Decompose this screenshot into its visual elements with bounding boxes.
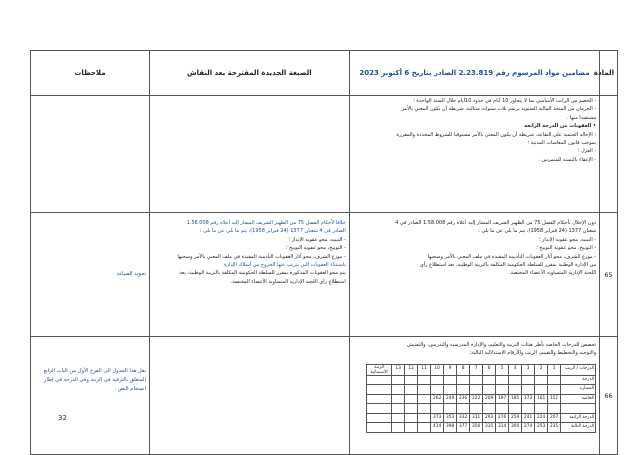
grades-header-cell: 4 (509, 364, 522, 375)
article-number: 66 (600, 337, 618, 455)
content-line: - العزل ؛ (577, 148, 597, 155)
grades-cell: 353 (444, 413, 457, 423)
grades-row-label: الخاصة (561, 394, 596, 404)
grades-cell (509, 375, 522, 385)
grades-cell (509, 404, 522, 414)
article-number (600, 96, 618, 213)
grades-cell (509, 385, 522, 395)
grades-cell (367, 385, 392, 395)
grades-cell (431, 375, 444, 385)
articles-table (30, 50, 618, 455)
content-line: من الإدارة الوطنية بمقرر للسلطة الحكومية المكلفة بالتربية الوطنية، بعد استطلاع رأي (419, 262, 597, 269)
grades-cell (548, 385, 561, 395)
note-cell (31, 96, 150, 213)
grades-header-cell: 2 (535, 364, 548, 375)
new-version-cell (149, 213, 349, 337)
grades-cell: 332 (457, 413, 470, 423)
grades-cell: 209 (483, 394, 496, 404)
grades-cell (418, 423, 431, 433)
grades-cell: 276 (496, 413, 509, 423)
content-line: - الإعفاء بالنسبة للمتمرنين . (538, 156, 597, 163)
table-row (31, 213, 618, 337)
content-line: تخصص للدرجات الخاصة بأطر هيئات التربية والتعليم، والإدارة المدرسية والتدريس، والتفتيش (406, 342, 597, 348)
grades-cell (367, 423, 392, 433)
grades-cell (496, 404, 509, 414)
grades-cell: 293 (483, 413, 496, 423)
header-content: مضامين مواد المرسوم رقم 2.23.819 الصادر بتاريخ 6 أكتوبر 2023 (349, 51, 599, 96)
grades-cell (483, 385, 496, 395)
table-row (31, 96, 618, 213)
article-content (349, 96, 599, 213)
content-line: - موزع الشرف، محو آثار العقوبات التأديبية المقيدة في ملف المعني بالأمر وسحبها (427, 253, 597, 260)
new-line: الصادر في 4 شعبان 1377 (24 فبراير 1958)، يتم ما يلي عن ما يلي : (199, 228, 346, 235)
grades-cell: 236 (457, 394, 470, 404)
grades-cell (392, 385, 405, 395)
grades-cell: 151 (548, 394, 561, 404)
table-header-row (31, 51, 618, 96)
header-notes: ملاحظات (31, 51, 150, 96)
grades-row (367, 413, 596, 423)
grades-cell: 356 (470, 423, 483, 433)
grades-header-cell: الرتبة الاستثنائية (367, 364, 392, 375)
grades-cell (405, 413, 418, 423)
article-content (349, 213, 599, 337)
grades-cell (367, 375, 392, 385)
new-line: - التنبيه، محو عقوبة الإنذار ؛ (288, 236, 346, 243)
page-number: 32 (58, 414, 67, 422)
grades-cell (405, 394, 418, 404)
grades-row (367, 385, 596, 395)
new-version-cell (149, 96, 349, 213)
grades-cell (405, 404, 418, 414)
grades-cell: 222 (470, 394, 483, 404)
grades-cell: 224 (535, 413, 548, 423)
grades-cell: 335 (483, 423, 496, 433)
new-line: استطلاع رأي اللجنة الإدارية المتساوية الأعضاء المختصة. (230, 278, 346, 285)
grades-cell (418, 385, 431, 395)
grades-header-cell: الدرجات / الرتب (561, 364, 596, 375)
grades-header-cell: 13 (392, 364, 405, 375)
note-cell: تجويد الصياغة (31, 213, 150, 337)
grades-cell (392, 375, 405, 385)
grades-cell (405, 375, 418, 385)
article-content (349, 337, 599, 455)
article-number: 65 (600, 213, 618, 337)
grades-cell (483, 404, 496, 414)
grades-row-label: الممتازة (561, 385, 596, 395)
grades-header-cell: 7 (470, 364, 483, 375)
new-line: - التوبيخ، محو عقوبة التوبيخ ؛ (285, 245, 346, 252)
grades-header-row (367, 364, 596, 375)
grades-header-cell: 3 (522, 364, 535, 375)
grades-cell: 185 (509, 394, 522, 404)
grades-cell (392, 423, 405, 433)
grades-cell (470, 375, 483, 385)
grades-header-cell: 6 (483, 364, 496, 375)
content-line: - التوبيخ، محو عقوبة التوبيخ ؛ (536, 245, 597, 252)
grades-cell (457, 404, 470, 414)
grades-cell (418, 394, 431, 404)
grades-cell: 207 (548, 413, 561, 423)
grades-cell: 373 (431, 413, 444, 423)
grades-cell (392, 394, 405, 404)
table-row (31, 337, 618, 455)
note-cell: نقل هذا الجدول الى الفرع الأول من الباب الرابع المتعلق بالترقية في الرتبة وفي الدرجة في إطار انسجام النص. (31, 337, 150, 455)
grades-table (366, 364, 596, 433)
header-new-version: الصيغة الجديدة المقترحة بعد النقاش (149, 51, 349, 96)
new-line: باستثناء العقوبات التي يترتب عنها الخروج من أسلاك الإدارة (224, 262, 346, 269)
content-line: - الحرمان من المنحة المالية السنوية برسم ثلاث سنوات متتالية، شريطة أن يكون المعني بالأمر (401, 106, 597, 113)
grades-header-cell: 5 (496, 364, 509, 375)
grades-cell (392, 404, 405, 414)
grades-cell (444, 404, 457, 414)
grades-row-label (561, 404, 596, 414)
grades-header-cell: 11 (418, 364, 431, 375)
grades-cell (367, 394, 392, 404)
grades-header-cell: 8 (457, 364, 470, 375)
grades-cell (535, 385, 548, 395)
grades-cell (548, 404, 561, 414)
grades-cell: 262 (431, 394, 444, 404)
grades-cell: 311 (470, 413, 483, 423)
grades-cell: 235 (548, 423, 561, 433)
grades-cell (470, 385, 483, 395)
grades-row (367, 394, 596, 404)
content-line: اللجنة الإدارية المتساوية الأعضاء المختصة. (509, 270, 597, 277)
grades-cell (418, 404, 431, 414)
grades-cell (405, 385, 418, 395)
grades-cell: 197 (496, 394, 509, 404)
grades-cell: 414 (431, 423, 444, 433)
grades-cell: 300 (509, 423, 522, 433)
grades-row (367, 375, 596, 385)
new-line: يتم محو العقوبات المذكورة بمقرر للسلطة الحكومية المكلفة بالتربية الوطنية، بعد (179, 270, 346, 277)
grades-cell (418, 413, 431, 423)
grades-cell (405, 423, 418, 433)
grades-row-label: الدرجة (561, 375, 596, 385)
grades-cell: 259 (509, 413, 522, 423)
grades-cell (535, 404, 548, 414)
grades-row-label: الدرجة الرابعة (561, 413, 596, 423)
grades-cell (444, 385, 457, 395)
grades-cell: 253 (535, 423, 548, 433)
grades-cell: 249 (444, 394, 457, 404)
grades-cell: 173 (522, 394, 535, 404)
grades-cell (457, 375, 470, 385)
grades-cell (522, 404, 535, 414)
grades-cell (367, 404, 392, 414)
grades-cell (470, 404, 483, 414)
grades-cell (483, 375, 496, 385)
grades-cell (444, 375, 457, 385)
grades-cell: 398 (444, 423, 457, 433)
new-line: خلافا لأحكام الفصل 75 من الظهير الشريف المشار إليه أعلاه رقم 1.58.008 (186, 220, 346, 226)
grades-header-cell: 10 (431, 364, 444, 375)
grades-cell (431, 385, 444, 395)
grades-cell (496, 385, 509, 395)
grades-cell (535, 375, 548, 385)
new-line: - موزع الشرف، محو آثار العقوبات التأديبية المقيدة في ملف المعني بالأمر وسحبها (177, 253, 346, 260)
header-article: المادة (600, 51, 618, 96)
grades-row (367, 423, 596, 433)
grades-cell (548, 375, 561, 385)
grades-row-label: الدرجة الثالثة (561, 423, 596, 433)
grades-cell (431, 404, 444, 414)
grades-cell (496, 375, 509, 385)
grades-row (367, 404, 596, 414)
content-line: دون الإخلال بأحكام الفصل 75 من الظهير الشريف المشار إليه أعلاه رقم 1.58.008 الصادر في 4 (395, 220, 597, 226)
grades-cell (457, 385, 470, 395)
grades-header-cell: 9 (444, 364, 457, 375)
content-line: والتوجيه والتخطيط والتقييم، الرتب والأرقام الاستدلالية التالية: (469, 350, 597, 357)
content-line: - الإحالة الحتمية على التقاعد، شريطة أن يكون المعني بالأمر مستوفيا للشروط المحددة والمقررة (396, 131, 597, 138)
grades-header-cell: 1 (548, 364, 561, 375)
grades-cell: 241 (522, 413, 535, 423)
grades-cell (392, 413, 405, 423)
grades-cell: 377 (457, 423, 470, 433)
grades-cell: 161 (535, 394, 548, 404)
grades-cell: 274 (522, 423, 535, 433)
grades-cell (522, 375, 535, 385)
content-line: مستفيدا منها . (566, 114, 597, 121)
content-line: • العقوبات من الدرجة الرابعة (524, 123, 597, 130)
content-line: شعبان 1377 (24 فبراير 1958)، يتم ما يلي عن ما يلي : (478, 228, 597, 235)
new-version-cell (149, 337, 349, 455)
grades-cell (418, 375, 431, 385)
grades-cell: 314 (496, 423, 509, 433)
content-line: بموجب قانون المعاشات المدنية ؛ (527, 140, 597, 147)
content-line: - الخصم من الراتب الأساسي بما لا يتجاوز 10 أيام في حدود 10أيام خلال السنة الواحدة ؛ (413, 98, 597, 104)
grades-header-cell: 12 (405, 364, 418, 375)
grades-cell (367, 413, 392, 423)
grades-cell (522, 385, 535, 395)
content-line: - التنبيه، محو عقوبة الإنذار ؛ (538, 236, 597, 243)
